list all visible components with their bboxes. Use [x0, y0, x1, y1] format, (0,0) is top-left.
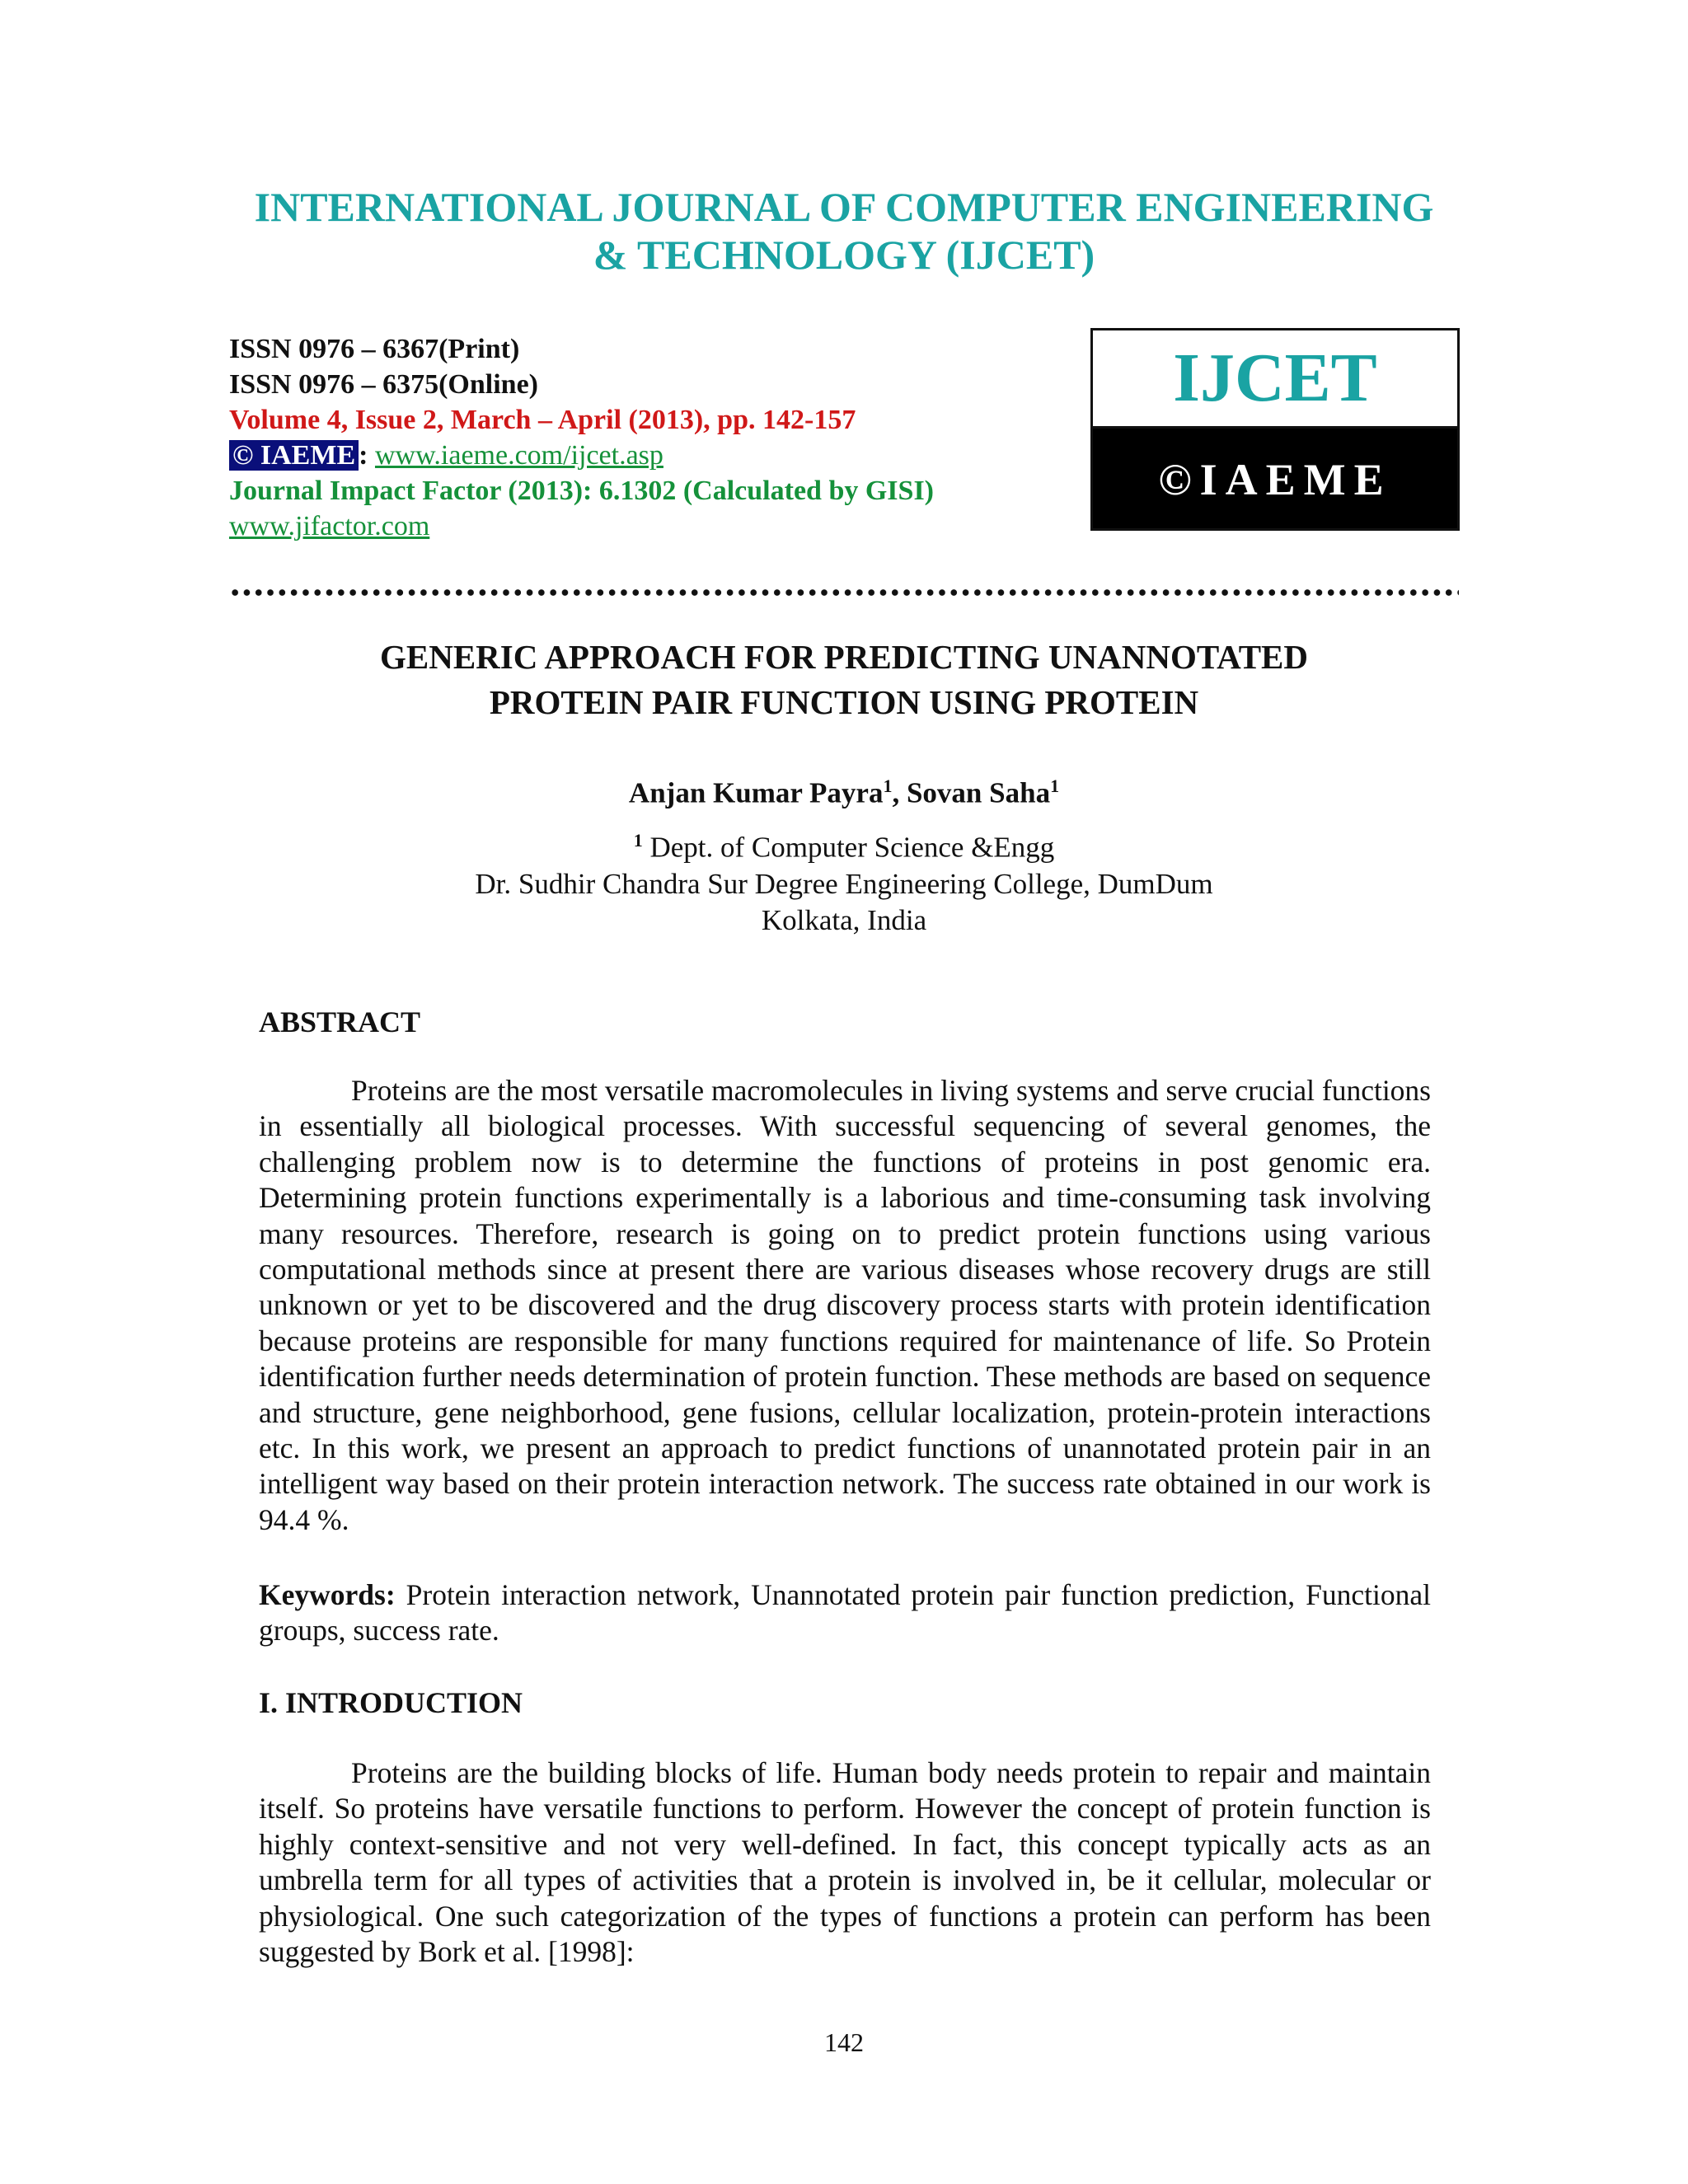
authors — [0, 768, 1688, 812]
journal-title — [0, 183, 1688, 279]
abstract-heading: ABSTRACT — [259, 1005, 421, 1038]
keywords — [259, 1577, 1431, 1649]
publisher-link[interactable]: www.iaeme.com/ijcet.asp — [374, 440, 663, 471]
publisher-separator: : — [359, 440, 368, 471]
journal-metadata — [229, 331, 1053, 544]
logo-title: IJCET — [1093, 330, 1457, 429]
dotted-divider — [229, 588, 1459, 597]
affiliation-dept-text: Dept. of Computer Science &Engg — [642, 831, 1055, 864]
affiliation — [0, 823, 1688, 939]
journal-logo — [1090, 328, 1460, 531]
publisher-badge: © IAEME — [229, 440, 359, 471]
paper-title — [0, 635, 1688, 725]
author-separator: , — [892, 776, 907, 809]
page-number: 142 — [824, 2027, 864, 2057]
abstract-body — [259, 1073, 1431, 1538]
logo-publisher: ©IAEME — [1093, 429, 1457, 528]
affiliation-mark: 1 — [633, 830, 643, 851]
author-affiliation-mark: 1 — [1050, 776, 1060, 796]
impact-link-line — [229, 509, 1053, 544]
journal-title-line-1: INTERNATIONAL JOURNAL OF COMPUTER ENGINEERING — [254, 184, 1434, 230]
impact-factor-link[interactable]: www.jifactor.com — [229, 511, 430, 541]
abstract-text: Proteins are the most versatile macromolecules in living systems and serve crucial functions in essentially all biological processes. With successful sequencing of several genomes, the challenging problem now is to determine the functions of proteins in post genomic era. Determining protein functions experimentally is a laborious and time-consuming task involving many resources. Therefore, research is going on to predict protein functions using various computational methods since at present there are various diseases whose recovery drugs are still unknown or yet to be discovered and the drug discovery process starts with protein identification because proteins are responsible for many functions required for maintenance of life. So Protein identification further needs determination of protein function. These methods are based on sequence and structure, gene neighborhood, gene fusions, cellular localization, protein-protein interactions etc. In this work, we present an approach to predict functions of unannotated protein pair in an intelligent way based on their protein interaction network. The success rate obtained in our work is 94.4 %. — [259, 1074, 1431, 1536]
issn-online: ISSN 0976 – 6375(Online) — [229, 369, 538, 400]
journal-title-line-2: & TECHNOLOGY (IJCET) — [593, 232, 1095, 278]
author-affiliation-mark: 1 — [883, 776, 893, 796]
affiliation-city: Kolkata, India — [761, 903, 927, 936]
affiliation-dept — [0, 823, 1688, 866]
introduction-heading: I. INTRODUCTION — [259, 1686, 523, 1719]
author-name: Sovan Saha — [906, 776, 1051, 809]
introduction-text: Proteins are the building blocks of life. Human body needs protein to repair and maintain itself. So proteins have versatile functions to perform. However the concept of protein function is highly context-sensitive and not very well-defined. In fact, this concept typically acts as an umbrella term for all types of activities that a protein is involved in, be it cellular, molecular or physiological. One such categorization of the types of functions a protein can perform has been suggested by Bork et al. [1998]: — [259, 1756, 1431, 1969]
issn-print: ISSN 0976 – 6367(Print) — [229, 334, 520, 364]
publisher-line — [229, 438, 1053, 473]
volume-info: Volume 4, Issue 2, March – April (2013), pp. 142-157 — [229, 405, 856, 435]
affiliation-college: Dr. Sudhir Chandra Sur Degree Engineering College, DumDum — [475, 867, 1213, 900]
impact-factor: Journal Impact Factor (2013): 6.1302 (Calculated by GISI) — [229, 476, 934, 506]
introduction-body — [259, 1755, 1431, 1970]
keywords-text: Protein interaction network, Unannotated protein pair function prediction, Functional groups, success rate. — [259, 1578, 1431, 1647]
paper-title-line-1: GENERIC APPROACH FOR PREDICTING UNANNOTATED — [379, 638, 1309, 676]
author-name: Anjan Kumar Payra — [628, 776, 884, 809]
paper-title-line-2: PROTEIN PAIR FUNCTION USING PROTEIN — [489, 683, 1199, 721]
keywords-label: Keywords: — [259, 1578, 396, 1611]
